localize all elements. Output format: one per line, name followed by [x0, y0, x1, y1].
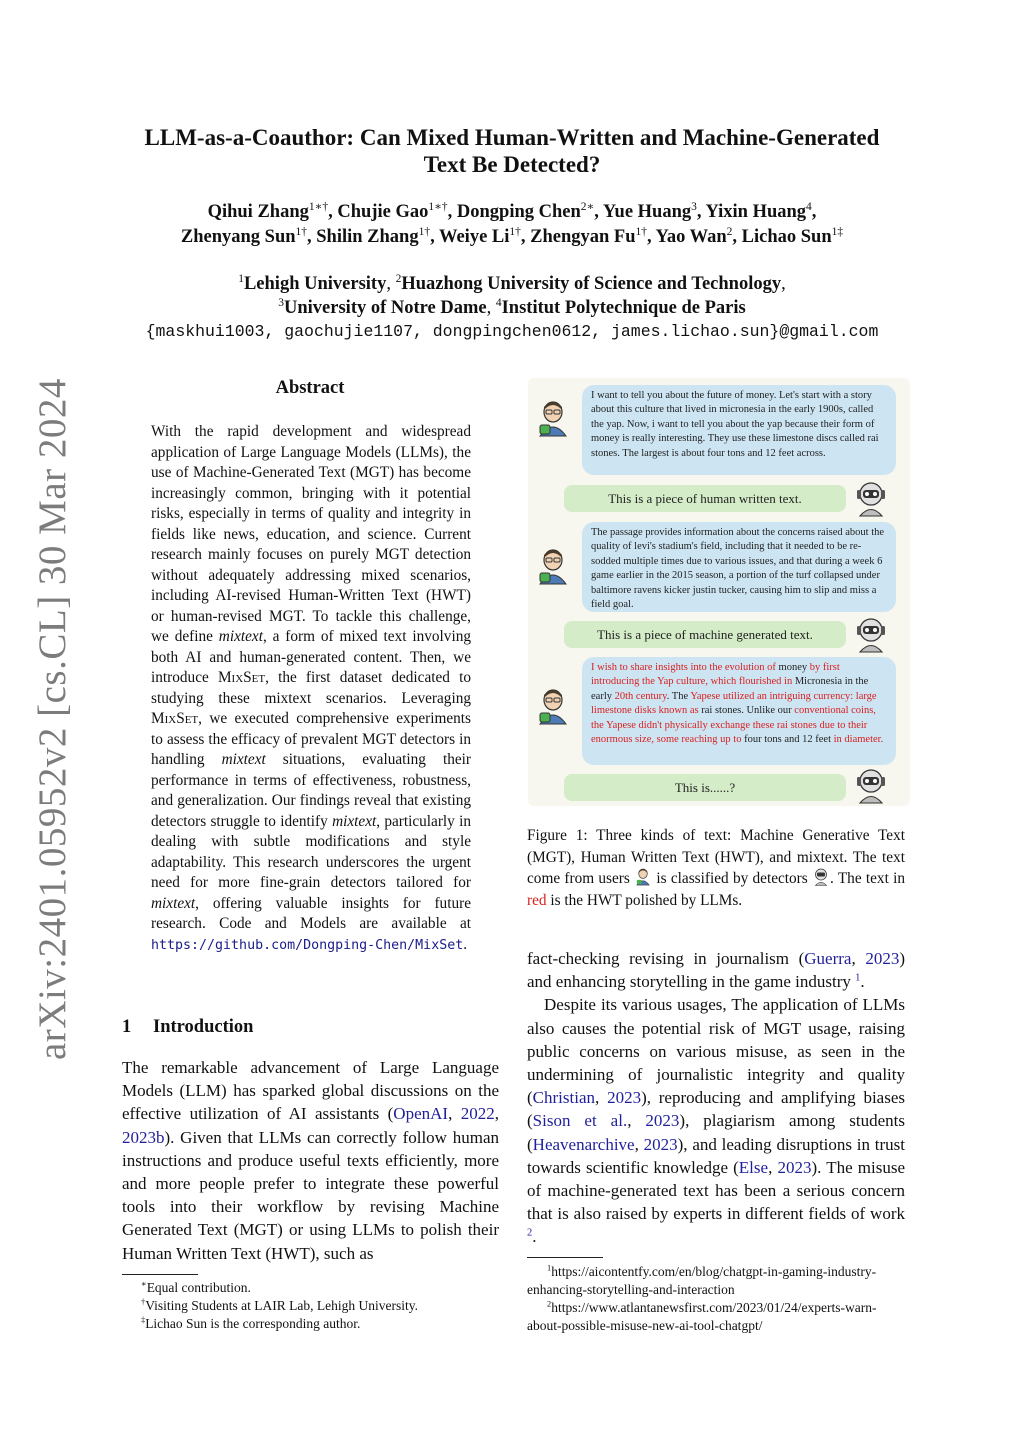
user-icon [634, 868, 652, 886]
user-text-bubble-mgt: The passage provides information about the concerns raised about the quality of levi's stadium's field, including that it needed to be re-sodded multiple times due to various issues, and that during a week 6 game earlier in the 2015 season, a portion of the turf collapsed under baltimore ravens kicker justin tucker, causing him to slip and miss a field goal. [582, 522, 896, 612]
detector-verdict-human: This is a piece of human written text. [564, 485, 846, 512]
figure-1-caption: Figure 1: Three kinds of text: Machine Generative Text (MGT), Human Written Text (HWT), and mixtext. The text come from users is classified by detectors . The text in red is the HWT polished by LLMs. [527, 827, 905, 909]
section-heading-introduction: 1 Introduction [122, 1017, 254, 1037]
footnote: $^1$https://aicontentfy.com/en/blog/chatgpt-in-gaming-industry-enhancing-storytelling-and-interaction [527, 1263, 877, 1297]
footnotes-left [141, 1279, 501, 1333]
citation-link[interactable]: 2023 [865, 949, 900, 968]
detector-robot-icon [854, 481, 888, 517]
detector-verdict-machine: This is a piece of machine generated text. [564, 621, 846, 648]
author: Yixin Huang$^4$ [705, 200, 812, 222]
detector-robot-icon [854, 768, 888, 804]
detector-verdict-unknown: This is......? [564, 774, 846, 801]
paragraph: Despite its various usages, The application of LLMs also causes the potential risk of MGT usage, raising public concerns on various misuse, as seen in the undermining of journalistic integrity and quality (Christian, 2023), reproducing and amplifying biases (Sison et al., 2023), plagiarism among students (Heavenarchive, 2023), and leading disruptions in trust towards scientific knowledge (Else, 2023). The misuse of machine-generated text has been a serious concern that is also raised by experts in different fields of work $^2$. [527, 995, 905, 1247]
author: Chujie Gao$^{1∗\dagger}$ [337, 200, 448, 222]
arxiv-identifier-stamp: arXiv:2401.05952v2 [cs.CL] 30 Mar 2024 [31, 378, 74, 1060]
github-link[interactable]: https://github.com/Dongping-Chen/MixSet [151, 937, 464, 953]
introduction-body-right [527, 947, 905, 1249]
author: Dongping Chen$^{2∗}$ [456, 200, 595, 222]
user-icon [536, 548, 570, 586]
footnote: $^2$https://www.atlantanewsfirst.com/2023/01/24/experts-warn-about-possible-misuse-new-ai-tool-chatgpt/ [527, 1299, 877, 1333]
footnote-ref[interactable]: 2 [527, 1227, 533, 1239]
affiliation: Lehigh University [243, 274, 387, 294]
affiliation: Huazhong University of Science and Technology [401, 274, 782, 294]
citation-link[interactable]: 2023b [122, 1127, 165, 1147]
figure-1 [528, 378, 910, 806]
citation-link[interactable]: 2023 [645, 1111, 680, 1131]
citation-link[interactable]: 2023 [643, 1134, 678, 1154]
title-line-2: Text Be Detected? [423, 152, 601, 177]
abstract-heading: Abstract [275, 378, 345, 398]
author: Weiye $Li^{1\dagger}$ [438, 225, 521, 247]
citation-link[interactable]: Else [738, 1157, 769, 1177]
abstract-body: With the rapid development and widespread application of Large Language Models (LLMs), the use of Machine-Generated Text (MGT) has become increasingly common, bringing with it potential risks, especially in terms of quality and integrity in fields like news, education, and science. Current research mainly focuses on purely MGT detection without adequately addressing mixed scenarios, including AI-revised Human-Written Text (HWT) or human-revised MGT. To tackle this challenge, we define mixtext, a form of mixed text involving both AI and human-generated content. Then, we introduce MixSet, the first dataset dedicated to studying these mixtext scenarios. Leveraging MixSet, we executed comprehensive experiments to assess the efficacy of prevalent MGT detectors in handling mixtext situations, evaluating their performance in terms of effectiveness, robustness, and generalization. Our findings reveal that existing detectors struggle to identify mixtext, particularly in dealing with subtle modifications and style adaptability. This research underscores the urgent need for more fine-grain detectors tailored for mixtext, offering valuable insights for future research. Code and Models are available at https://github.com/Dongping-Chen/MixSet. [151, 423, 472, 953]
footnotes-right [527, 1263, 907, 1335]
citation-link[interactable]: Christian [532, 1088, 596, 1108]
footnote: †Visiting Students at LAIR Lab, Lehigh University. [141, 1297, 418, 1313]
mixset-name: MixSet [217, 669, 266, 686]
user-text-bubble-mixtext: I wish to share insights into the evolution of money by first introducing the Yap culture, which flourished in Micronesia in the early 20th century. The Yapese utilized an intriguing currency: large limestone disks known as rai stones. Unlike our conventional coins, the Yapese didn't physically exchange these rai stones due to their enormous size, some reaching up to four tons and 12 feet in diameter. [582, 657, 896, 765]
citation-link[interactable]: 2022 [460, 1104, 495, 1124]
citation-link[interactable]: OpenAI [393, 1104, 449, 1124]
footnote: ∗Equal contribution. [141, 1279, 251, 1295]
author: Zhenyang Sun$^{1\dagger}$ [180, 225, 308, 247]
paper-title [100, 124, 924, 178]
citation-link[interactable]: 2023 [777, 1157, 812, 1177]
citation-link[interactable]: Sison et al. [532, 1111, 628, 1131]
author: Zhengyan $Fu^{1\dagger}$ [530, 225, 647, 247]
citation-link[interactable]: 2023 [607, 1088, 642, 1108]
affiliations: $^1$Lehigh University, $^2$Huazhong University of Science and Technology, $^3$University of Notre Dame, $^4$Institut Polytechnique de Paris [238, 272, 786, 318]
title-line-1: LLM-as-a-Coauthor: Can Mixed Human-Written and Machine-Generated [144, 125, 880, 150]
citation-link[interactable]: Heavenarchive [532, 1134, 635, 1154]
user-text-bubble-hwt: I want to tell you about the future of money. Let's start with a story about this culture that lived in micronesia in the early 1900s, called the yap. Now, i want to tell you about the yap because their form of money is really interesting. They use these limestone discs called rai stones. The largest is about four tons and 12 feet across. [582, 385, 896, 475]
user-icon [536, 688, 570, 726]
mixset-name: MixSet [151, 710, 199, 727]
author: Yao Wan$^2$ [655, 225, 733, 247]
citation-link[interactable]: Guerra [804, 949, 852, 968]
detector-robot-icon [854, 617, 888, 653]
user-icon [536, 400, 570, 438]
affiliation: University of Notre Dame [284, 298, 487, 318]
affiliation: Institut Polytechnique de Paris [501, 298, 746, 318]
author: Qihui Zhang$^{1∗\dagger}$ [207, 200, 329, 222]
author-list: Qihui Zhang$^{1∗\dagger}$, Chujie Gao$^{1∗\dagger}$, Dongping Chen$^{2∗}$, Yue Huang$^3$, Yixin Huang$^4$, Zhenyang Sun$^{1\dagger}$, Shilin Zhang$^{1\dagger}$, Weiye $Li^{1\dagger}$, Zhengyan $Fu^{1\dagger}$, Yao Wan$^2$, Lichao Sun$^{1\ddagger}$ [180, 200, 844, 247]
footnote-divider [527, 1257, 603, 1258]
author: Lichao Sun$^{1\ddagger}$ [741, 225, 844, 247]
author-emails: {maskhui1003, gaochujie1107, dongpingchen0612, james.lichao.sun}@gmail.com [145, 322, 879, 341]
footnote: ‡Lichao Sun is the corresponding author. [141, 1315, 361, 1331]
author: Yue Huang$^3$ [602, 200, 697, 222]
author: Shilin Zhang$^{1\dagger}$ [316, 225, 431, 247]
detector-robot-icon [812, 868, 830, 886]
paragraph: fact-checking revising in journalism (Guerra, 2023) and enhancing storytelling in the game industry $^1$. [527, 949, 905, 992]
footnote-divider [122, 1274, 198, 1275]
footnote-ref[interactable]: 1 [855, 972, 861, 984]
introduction-body: The remarkable advancement of Large Language Models (LLM) has sparked global discussions on the effective utilization of AI assistants (OpenAI, 2022, 2023b). Given that LLMs can correctly follow human instructions and produce useful texts efficiently, more and more people prefer to integrate these powerful tools into their workflow by revising Machine Generated Text (MGT) or using LLMs to polish their Human Written Text (HWT), such as [122, 1058, 499, 1263]
